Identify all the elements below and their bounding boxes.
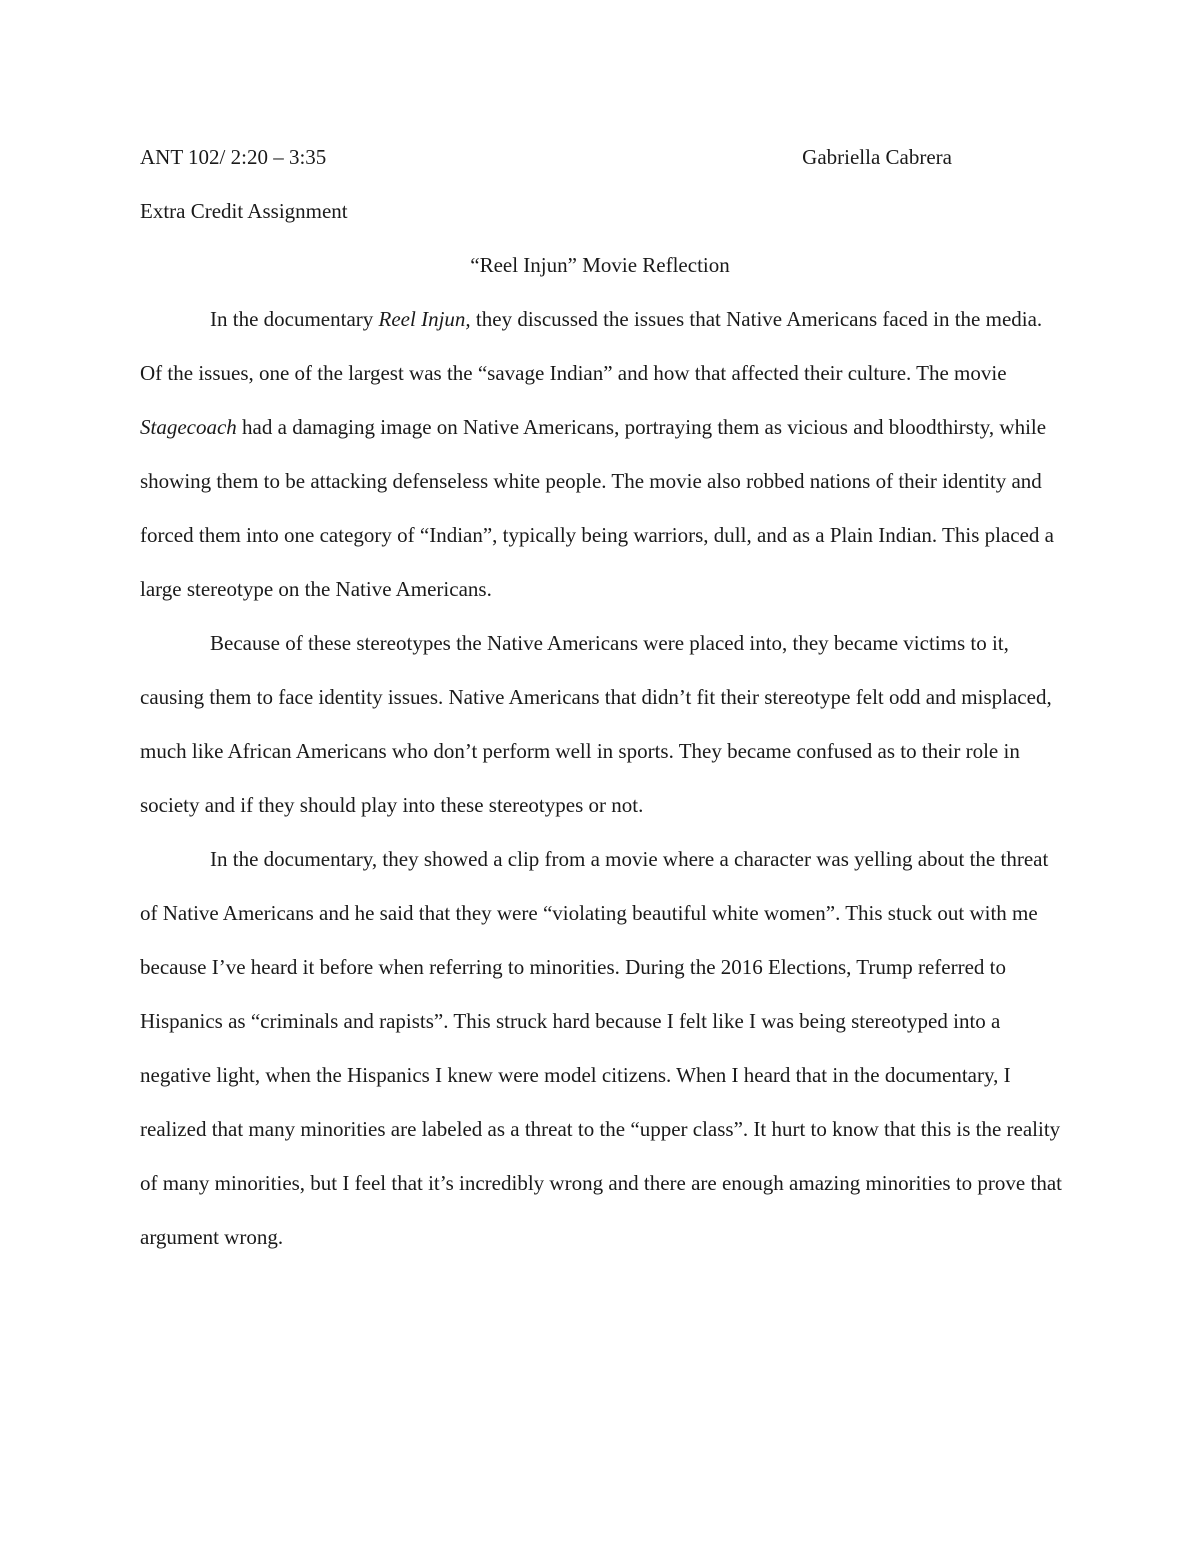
paragraph-2: Because of these stereotypes the Native Americans were placed into, they became victims to it, causing them to face identity issues. Native Americans that didn’t fit their stereotype felt odd and misplaced, much like African Americans who don’t perform well in sports. They became confused as to their role in society and if they should play into these stereotypes or not. — [140, 631, 1052, 817]
paragraph-1-text-e: had a damaging image on Native Americans, portraying them as vicious and bloodthirsty, while showing them to be attacking defenseless white people. The movie also robbed nations of their identity and forced them into one category of “Indian”, typically being warriors, dull, and as a Plain Indian. This placed a large stereotype on the Native Americans. — [140, 415, 1054, 601]
course-info: ANT 102/ 2:20 – 3:35 — [140, 145, 327, 169]
film-title-reel-injun: Reel Injun, — [378, 307, 471, 331]
film-title-stagecoach: Stagecoach — [140, 415, 237, 439]
paragraph-3: In the documentary, they showed a clip from a movie where a character was yelling about the threat of Native Americans and he said that they were “violating beautiful white women”. This stuck out with me because I’ve heard it before when referring to minorities. During the 2016 Elections, Trump referred to Hispanics as “criminals and rapists”. This struck hard because I felt like I was being stereotyped into a negative light, when the Hispanics I knew were model citizens. When I heard that in the documentary, I realized that many minorities are labeled as a threat to the “upper class”. It hurt to know that this is the reality of many minorities, but I feel that it’s incredibly wrong and there are enough amazing minorities to prove that argument wrong. — [140, 847, 1062, 1249]
assignment-label: Extra Credit Assignment — [140, 199, 348, 223]
author-name: Gabriella Cabrera — [802, 145, 952, 169]
document-title: “Reel Injun” Movie Reflection — [470, 253, 730, 277]
document-body — [140, 292, 1062, 1264]
paragraph-1-text-c: they discussed the issues that Native Americans faced in the media. Of the issues, one of the largest was the “savage Indian” and how that affected their culture. The movie — [140, 307, 1043, 385]
header-line — [140, 130, 952, 184]
paragraph-1-text-a: In the documentary — [210, 307, 379, 331]
paragraph-1 — [140, 292, 1062, 616]
